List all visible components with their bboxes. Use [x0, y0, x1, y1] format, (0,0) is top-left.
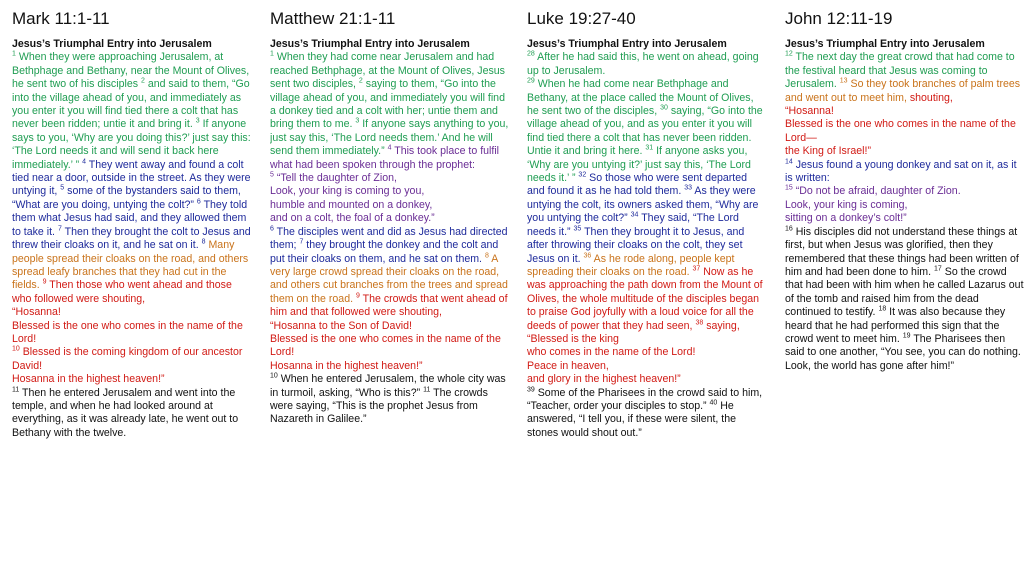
verse-number: 15 [785, 184, 793, 192]
verse-number: 2 [358, 77, 363, 85]
verse-number: 37 [692, 265, 701, 273]
verse-number: 1 [12, 50, 16, 58]
column-title: Luke 19:27-40 [527, 9, 636, 28]
passage-segment: $^{28}$ After he had said this, he went on ahead, going up to Jerusalem. [527, 50, 759, 77]
verse-number: 34 [630, 211, 639, 219]
verse-number: 18 [878, 305, 887, 313]
column-luke [527, 0, 767, 575]
passage-segment: “Hosanna! [785, 105, 834, 118]
verse-number: 10 [12, 345, 20, 353]
verse-number: 32 [578, 171, 587, 179]
verse-number: 6 [270, 225, 274, 233]
passage-segment: sitting on a donkey’s colt!” [785, 212, 907, 225]
verse-number: 4 [387, 144, 392, 152]
passage-segment: $^{32}$ So those who were sent departed and found it as he had told them. $^{33}$ As they were untying the colt, its owners asked them, “Why are you untying the colt?” $^{34}$ They said, “The Lord needs it.” $^{35}$ Then they brought it to Jesus, and after throwing their cloaks on the colt, they set Jesus on it. [527, 171, 759, 265]
section-heading: Jesus’s Triumphal Entry into Jerusalem [270, 38, 470, 50]
passage-segment: $^{11}$ Then he entered Jerusalem and went into the temple, and when he had looked around at everything, as it was already late, he went out to Bethany with the twelve. [12, 386, 239, 439]
verse-number: 3 [195, 117, 200, 125]
column-john [785, 0, 1024, 575]
verse-number: 9 [355, 292, 360, 300]
verse-number: 5 [270, 171, 274, 179]
passage-segment: $^{37}$ Now as he was approaching the path down from the Mount of Olives, the whole multitude of the disciples began to praise God joyfully with a loud voice for all the deeds of power that they had seen, $^{38}$ saying, [527, 265, 763, 332]
verse-number: 35 [573, 225, 582, 233]
passage-segment: “Blessed is the king [527, 332, 619, 345]
passage-segment: Hosanna in the highest heaven!” [12, 373, 165, 386]
passage-segment: and glory in the highest heaven!” [527, 373, 681, 386]
passage-segment: Blessed is the one who comes in the name of the Lord— [785, 118, 1016, 144]
verse-number: 5 [60, 184, 65, 192]
verse-number: 36 [583, 251, 592, 259]
passage-segment: “Hosanna! [12, 306, 61, 319]
passage-text [270, 51, 510, 426]
verse-number: 39 [527, 386, 535, 394]
verse-number: 8 [201, 238, 206, 246]
passage-segment: Hosanna in the highest heaven!” [270, 359, 423, 372]
passage-segment: $^{10}$ Blessed is the coming kingdom of our ancestor David! [12, 345, 243, 372]
passage-segment: $^{13}$ So they took branches of palm trees and went out to meet him, [785, 77, 1021, 104]
section-heading: Jesus’s Triumphal Entry into Jerusalem [527, 38, 727, 50]
verse-number: 17 [934, 265, 942, 273]
passage-segment: Look, your king is coming to you, [270, 185, 425, 198]
verse-number: 1 [270, 50, 274, 58]
column-title: John 12:11-19 [785, 9, 893, 28]
verse-number: 29 [527, 77, 535, 85]
column-title: Matthew 21:1-11 [270, 9, 396, 28]
verse-number: 14 [785, 158, 793, 166]
section-heading: Jesus’s Triumphal Entry into Jerusalem [785, 38, 985, 50]
verse-number: 9 [42, 278, 47, 286]
passage-segment: who comes in the name of the Lord! [527, 346, 696, 359]
passage-segment: $^{36}$ As he rode along, people kept spreading their cloaks on the road. [527, 251, 735, 278]
verse-number: 8 [484, 251, 489, 259]
verse-number: 7 [299, 238, 304, 246]
passage-text [527, 51, 767, 440]
passage-segment: $^1$ When they had come near Jerusalem and had reached Bethphage, at the Mount of Olives, Jesus sent two disciples, $^2$ saying to them, “Go into the village ahead of you, and immediately you will find a donkey tied and a colt with her; untie them and bring them to me. $^3$ If anyone says anything to you, just say this, ‘The Lord needs them.’ And he will send them immediately.” [270, 50, 509, 158]
verse-number: 40 [709, 399, 718, 407]
passage-segment: $^9$ Then those who went ahead and those who followed were shouting, [12, 278, 232, 305]
passage-text [12, 51, 252, 440]
passage-segment: $^4$ They went away and found a colt tied near a door, outside in the street. As they were untying it, $^5$ some of the bystanders said to them, “What are you doing, untying the colt?” $^6$ They told them what Jesus had said, and they allowed them to take it. $^7$ Then they brought the colt to Jesus and threw their cloaks on it, and he sat on it. $^8$ [12, 158, 251, 252]
verse-number: 2 [140, 77, 145, 85]
passage-segment: $^{16}$ His disciples did not understand these things at first, but when Jesus was glorified, then they remembered that these things had been written of him and had been done to him. $^{17}$ So the crowd that had been with him when he called Lazarus out of the tomb and raised him from the dead continued to testify. $^{18}$ It was also because they heard that he had performed this sign that the crowd went to meet him. $^{19}$ The Pharisees then said to one another, “You see, you can do nothing. Look, the world has gone after him!” [785, 225, 1024, 372]
passage-segment: Peace in heaven, [527, 359, 609, 372]
passage-segment: Look, your king is coming, [785, 198, 908, 211]
column-matthew [270, 0, 510, 575]
verse-number: 38 [695, 319, 704, 326]
passage-segment: $^8$ A very large crowd spread their cloaks on the road, and others cut branches from the trees and spread them on the road. [270, 251, 508, 305]
passage-segment: $^6$ The disciples went and did as Jesus had directed them; $^7$ they brought the donkey and the colt and put their cloaks on them, and he sat on them. [270, 225, 508, 265]
passage-segment: Many people spread their cloaks on the road, and others spread leafy branches that they had cut in the fields. [12, 239, 249, 292]
column-title: Mark 11:1-11 [12, 9, 110, 28]
passage-segment: and on a colt, the foal of a donkey.” [270, 212, 435, 225]
verse-number: 4 [82, 158, 86, 166]
verse-number: 28 [527, 50, 535, 58]
passage-segment: $^{14}$ Jesus found a young donkey and sat on it, as it is written: [785, 158, 1017, 185]
passage-segment: “Hosanna to the Son of David! [270, 319, 412, 332]
passage-segment: humble and mounted on a donkey, [270, 198, 433, 211]
passage-segment: $^1$ When they were approaching Jerusalem, at Bethphage and Bethany, near the Mount of Olives, he sent two of his disciples $^2$ and said to them, “Go into the village ahead of you, and immediately as you enter it you will find tied there a colt that has never been ridden; untie it and bring it. $^3$ If anyone says to you, ‘Why are you doing this?’ just say this: ‘The Lord needs it and will send it back here immediately.’ ” [12, 50, 251, 171]
passage-text [785, 51, 1024, 373]
passage-segment: $^{10}$ When he entered Jerusalem, the whole city was in turmoil, asking, “Who is this?” $^{11}$ The crowds were saying, “This is the prophet Jesus from Nazareth in Galilee.” [270, 372, 506, 426]
passage-segment: the King of Israel!” [785, 145, 871, 158]
passage-segment: $^{39}$ Some of the Pharisees in the crowd said to him, “Teacher, order your disciples to stop.” $^{40}$ He answered, “I tell you, if these were silent, the stones would shout out.” [527, 386, 763, 439]
passage-segment: Blessed is the one who comes in the name of the Lord! [270, 332, 501, 359]
passage-segment: shouting, [909, 91, 953, 104]
verse-number: 7 [57, 225, 62, 233]
passage-segment: $^{12}$ The next day the great crowd that had come to the festival heard that Jesus was coming to Jerusalem. [785, 50, 1015, 91]
section-heading: Jesus’s Triumphal Entry into Jerusalem [12, 38, 212, 50]
verse-number: 30 [660, 104, 668, 112]
verse-number: 3 [355, 117, 360, 125]
verse-number: 31 [645, 144, 654, 152]
verse-number: 10 [270, 372, 278, 380]
verse-number: 16 [785, 225, 793, 233]
verse-number: 11 [423, 386, 431, 394]
passage-segment: $^9$ The crowds that went ahead of him and that followed were shouting, [270, 292, 508, 319]
passage-segment: $^4$ This took place to fulfil what had been spoken through the prophet: [270, 144, 500, 171]
verse-number: 13 [839, 77, 848, 85]
passage-segment: $^5$ “Tell the daughter of Zion, [270, 171, 397, 185]
passage-segment: $^{29}$ When he had come near Bethphage and Bethany, at the place called the Mount of Olives, he sent two of the disciples, $^{30}$ saying, “Go into the village ahead of you, and as you enter it you will find tied there a colt that has never been ridden. Untie it and bring it here. $^{31}$ If anyone asks you, ‘Why are you untying it?’ just say this, ‘The Lord needs it.’ ” [527, 77, 763, 185]
column-mark [12, 0, 252, 575]
verse-number: 19 [902, 332, 911, 340]
passage-segment: Blessed is the one who comes in the name of the Lord! [12, 319, 243, 345]
verse-number: 33 [684, 184, 693, 192]
verse-number: 11 [12, 386, 20, 394]
verse-number: 12 [785, 50, 793, 58]
verse-number: 6 [196, 198, 201, 206]
passage-segment: $^{15}$ “Do not be afraid, daughter of Zion. [785, 184, 961, 198]
